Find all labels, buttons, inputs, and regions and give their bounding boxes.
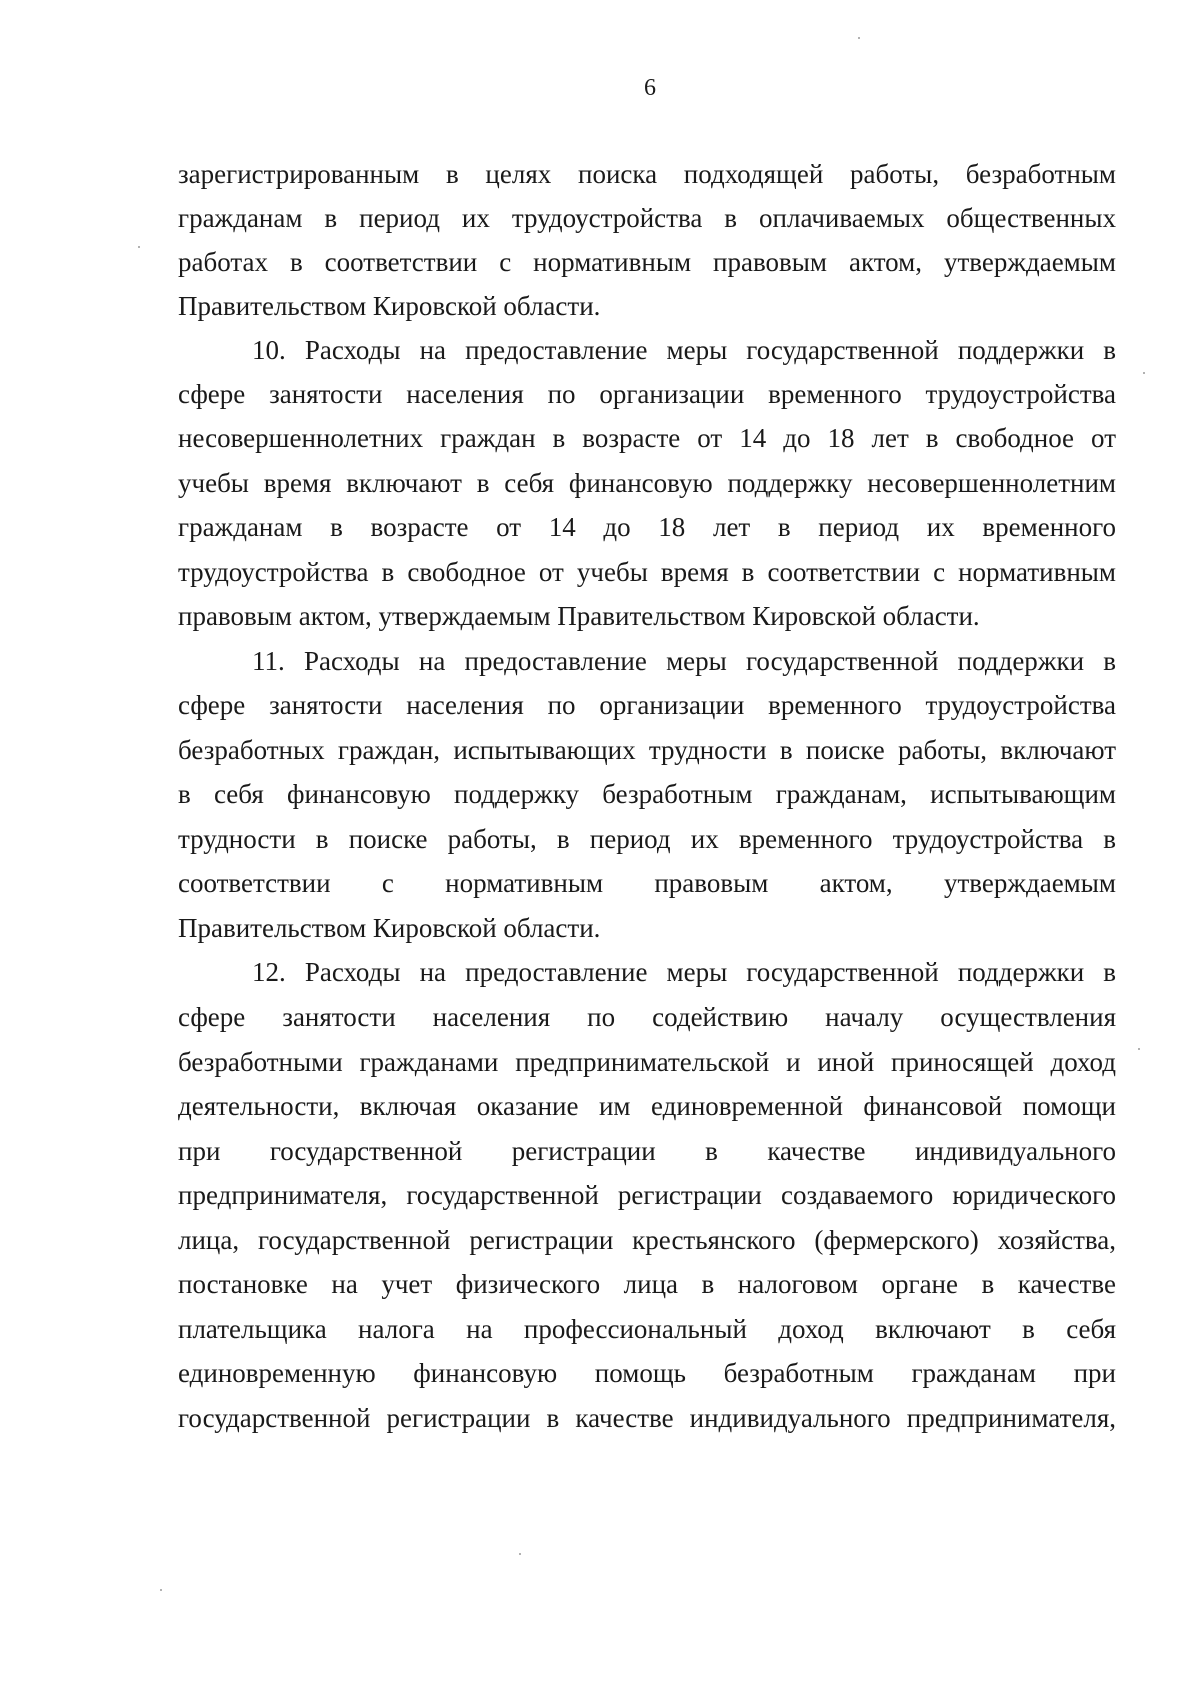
scan-speck <box>1138 1048 1140 1050</box>
paragraph-12-start: 12. Расходы на предоставление меры государственной поддержки в <box>252 957 1116 987</box>
text-line: соответствии с нормативным правовым актом, утверждаемым <box>178 868 1116 898</box>
text-line: сфере занятости населения по организации временного трудоустройства <box>178 690 1116 720</box>
text-line: гражданам в период их трудоустройства в оплачиваемых общественных <box>178 203 1116 233</box>
text-line: единовременную финансовую помощь безработным гражданам при <box>178 1358 1116 1388</box>
scan-speck <box>858 37 860 39</box>
text-line: зарегистрированным в целях поиска подходящей работы, безработным <box>178 159 1116 189</box>
text-line: сфере занятости населения по организации временного трудоустройства <box>178 379 1116 409</box>
scan-speck <box>138 246 140 248</box>
text-line: работах в соответствии с нормативным правовым актом, утверждаемым <box>178 247 1116 277</box>
text-line: безработных граждан, испытывающих трудности в поиске работы, включают <box>178 735 1116 765</box>
scan-speck <box>519 1553 521 1555</box>
text-line: лица, государственной регистрации крестьянского (фермерского) хозяйства, <box>178 1225 1116 1255</box>
text-line: Правительством Кировской области. <box>178 291 601 321</box>
text-line: трудоустройства в свободное от учебы время в соответствии с нормативным <box>178 557 1116 587</box>
page-number: 6 <box>644 75 656 101</box>
text-line: трудности в поиске работы, в период их временного трудоустройства в <box>178 824 1116 854</box>
text-line: учебы время включают в себя финансовую поддержку несовершеннолетним <box>178 468 1116 498</box>
text-line: государственной регистрации в качестве индивидуального предпринимателя, <box>178 1403 1116 1433</box>
text-line: деятельности, включая оказание им единовременной финансовой помощи <box>178 1091 1116 1121</box>
text-line: правовым актом, утверждаемым Правительством Кировской области. <box>178 601 980 631</box>
text-line: предпринимателя, государственной регистрации создаваемого юридического <box>178 1180 1116 1210</box>
scan-speck <box>1143 372 1145 374</box>
text-line: постановке на учет физического лица в налоговом органе в качестве <box>178 1269 1116 1299</box>
text-line: гражданам в возрасте от 14 до 18 лет в период их временного <box>178 512 1116 542</box>
text-line: несовершеннолетних граждан в возрасте от 14 до 18 лет в свободное от <box>178 423 1116 453</box>
text-line: сфере занятости населения по содействию началу осуществления <box>178 1002 1116 1032</box>
text-line: безработными гражданами предпринимательской и иной приносящей доход <box>178 1047 1116 1077</box>
paragraph-11-start: 11. Расходы на предоставление меры государственной поддержки в <box>252 646 1116 676</box>
text-line: плательщика налога на профессиональный доход включают в себя <box>178 1314 1116 1344</box>
text-line: Правительством Кировской области. <box>178 913 601 943</box>
paragraph-10-start: 10. Расходы на предоставление меры государственной поддержки в <box>252 335 1116 365</box>
scan-speck <box>160 1589 162 1591</box>
text-line: при государственной регистрации в качестве индивидуального <box>178 1136 1116 1166</box>
text-line: в себя финансовую поддержку безработным гражданам, испытывающим <box>178 779 1116 809</box>
